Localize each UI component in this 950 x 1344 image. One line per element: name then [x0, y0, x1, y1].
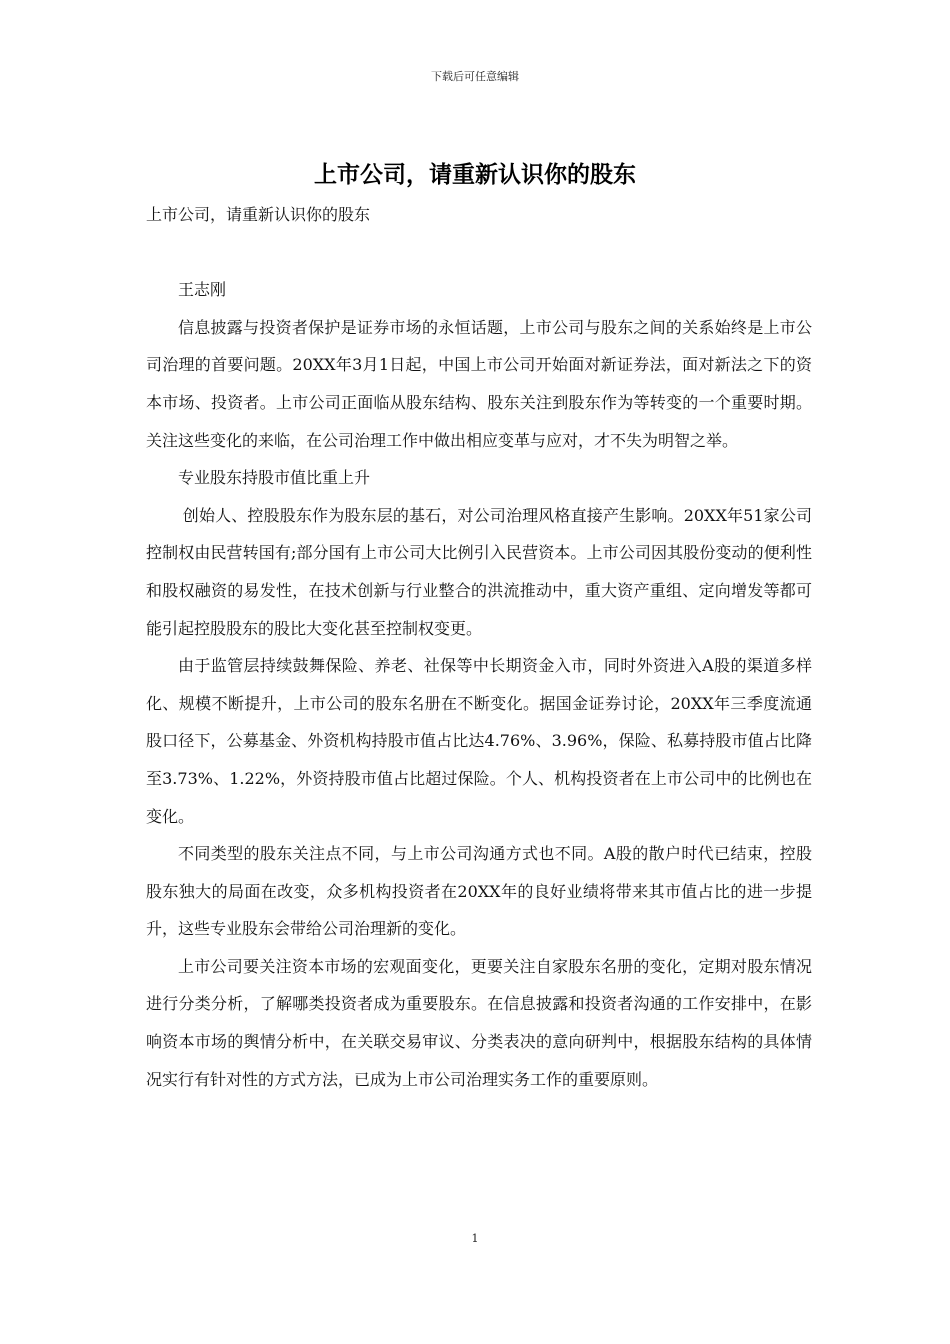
- paragraph: 不同类型的股东关注点不同，与上市公司沟通方式也不同。A股的散户时代已结束，控股股东独大的局面在改变，众多机构投资者在20XX年的良好业绩将带来其市值占比的进一步提升，这些专业股东会带给公司治理新的变化。: [146, 844, 812, 939]
- blank-line: [146, 234, 812, 272]
- document-title: 上市公司，请重新认识你的股东: [314, 161, 636, 188]
- author-line: 王志刚: [178, 280, 227, 300]
- paragraph: 上市公司要关注资本市场的宏观面变化，更要关注自家股东名册的变化，定期对股东情况进行分类分析，了解哪类投资者成为重要股东。在信息披露和投资者沟通的工作安排中，在影响资本市场的舆情分析中，在关联交易审议、分类表决的意向研判中，根据股东结构的具体情况实行有针对性的方式方法，已成为上市公司治理实务工作的重要原则。: [146, 956, 812, 1089]
- section-heading: 专业股东持股市值比重上升: [178, 468, 371, 488]
- paragraph: 由于监管层持续鼓舞保险、养老、社保等中长期资金入市，同时外资进入A股的渠道多样化、规模不断提升，上市公司的股东名册在不断变化。据国金证券讨论，20XX年三季度流通股口径下，公募基金、外资机构持股市值占比达4.76%、3.96%，保险、私募持股市值占比降至3.73%、1.22%，外资持股市值占比超过保险。个人、机构投资者在上市公司中的比例也在变化。: [146, 656, 812, 826]
- paragraph: 创始人、控股股东作为股东层的基石，对公司治理风格直接产生影响。20XX年51家公司控制权由民营转国有;部分国有上市公司大比例引入民营资本。上市公司因其股份变动的便利性和股权融资的易发性，在技术创新与行业整合的洪流推动中，重大资产重组、定向增发等都可能引起控股股东的股比大变化甚至控制权变更。: [146, 505, 812, 638]
- subtitle-line: 上市公司，请重新认识你的股东: [146, 205, 371, 224]
- page-number: 1: [471, 1232, 479, 1245]
- document-body: [146, 196, 812, 1098]
- paragraph: 信息披露与投资者保护是证券市场的永恒话题，上市公司与股东之间的关系始终是上市公司治理的首要问题。20XX年3月1日起，中国上市公司开始面对新证券法，面对新法之下的资本市场、投资者。上市公司正面临从股东结构、股东关注到股东作为等转变的一个重要时期。关注这些变化的来临，在公司治理工作中做出相应变革与应对，才不失为明智之举。: [146, 317, 812, 450]
- header-note: 下载后可任意编辑: [431, 70, 519, 83]
